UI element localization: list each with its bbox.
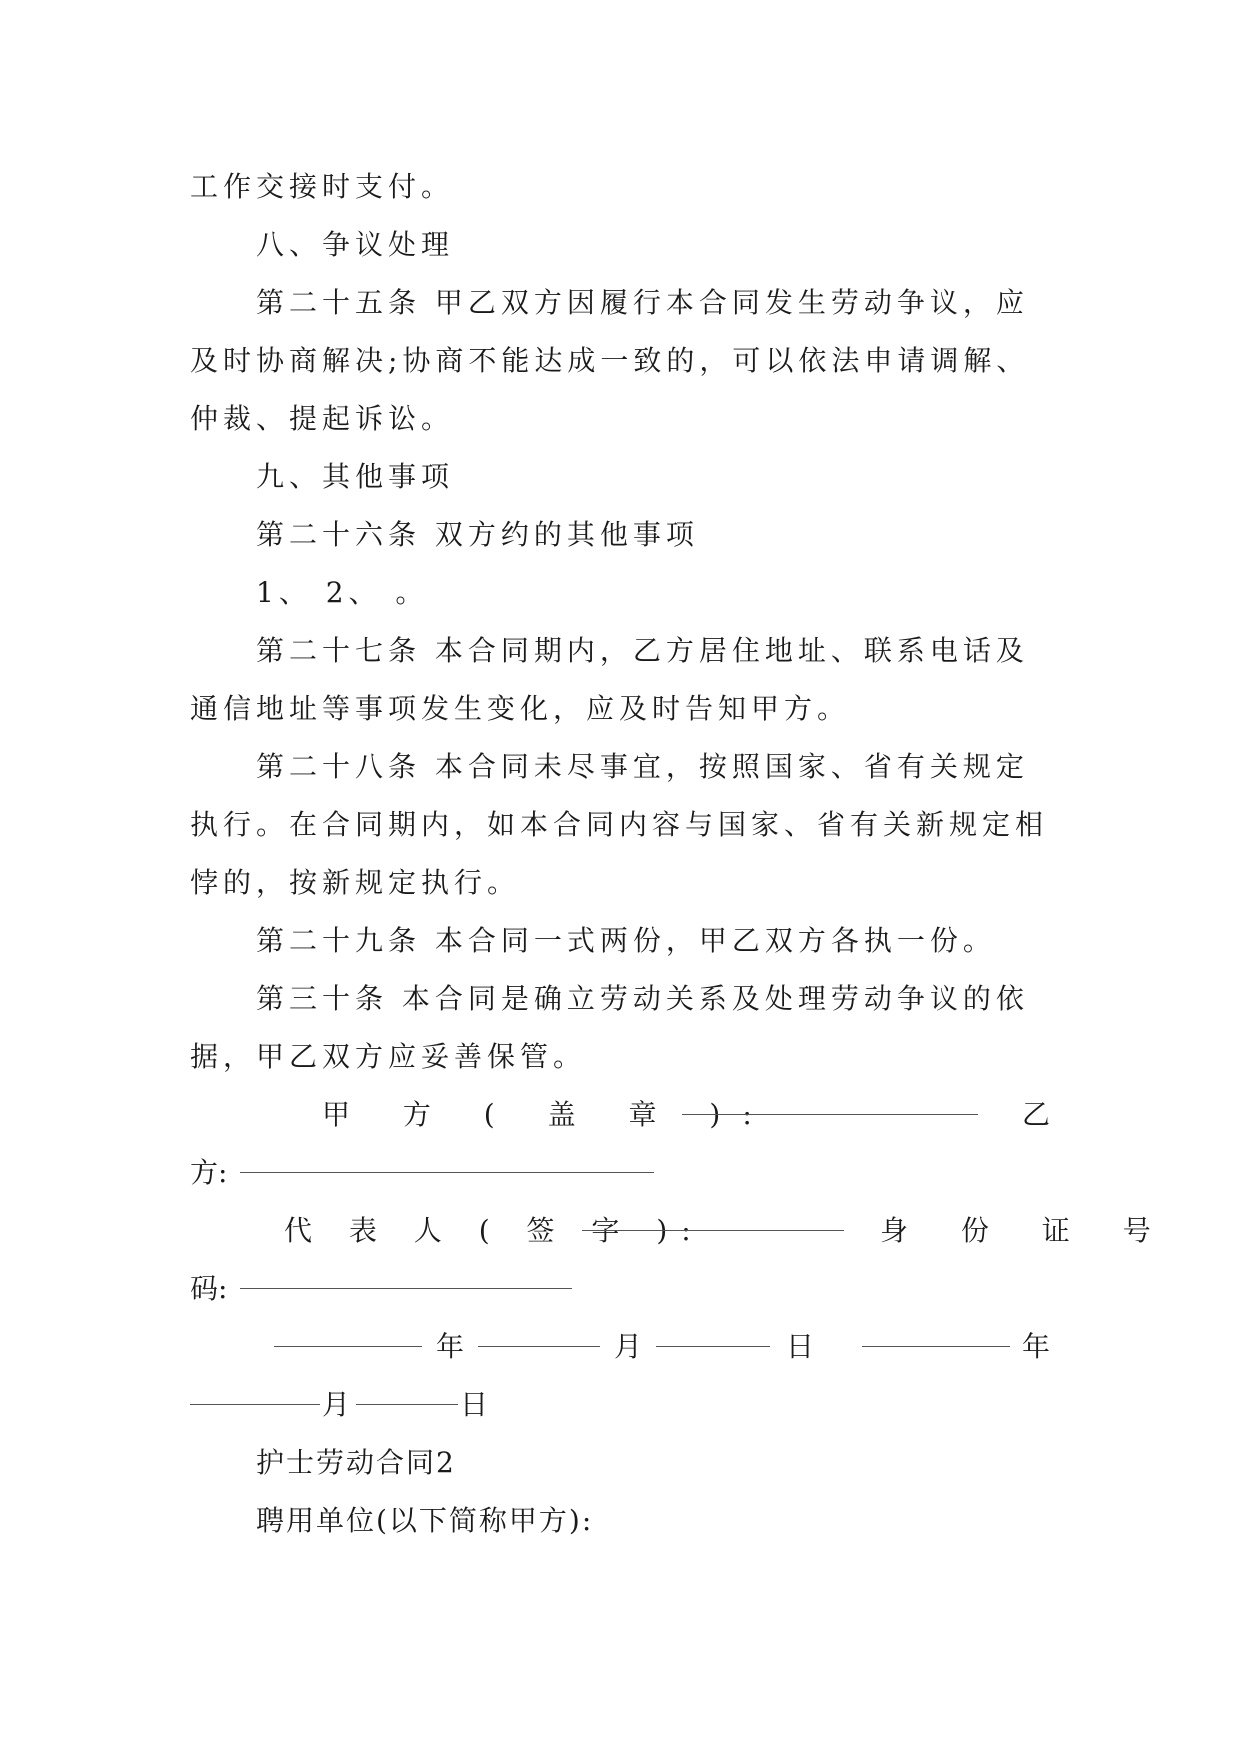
article-28-line-1: 第二十八条 本合同未尽事宜，按照国家、省有关规定 bbox=[256, 750, 1029, 783]
party-b-label-suffix: 方: bbox=[190, 1156, 228, 1189]
article-27-line-1: 第二十七条 本合同期内，乙方居住地址、联系电话及 bbox=[256, 634, 1029, 667]
year-b-blank[interactable] bbox=[862, 1326, 1010, 1347]
month-a-label: 月 bbox=[614, 1330, 643, 1363]
month-a-blank[interactable] bbox=[478, 1326, 600, 1347]
article-27-line-2: 通信地址等事项发生变化，应及时告知甲方。 bbox=[190, 692, 851, 725]
id-number-label-suffix: 码: bbox=[190, 1272, 228, 1305]
day-a-blank[interactable] bbox=[656, 1326, 770, 1347]
party-a-seal-row bbox=[190, 1086, 1052, 1144]
party-b-blank[interactable] bbox=[240, 1152, 654, 1173]
article-30-line-1: 第三十条 本合同是确立劳动关系及处理劳动争议的依 bbox=[256, 982, 1029, 1015]
article-30-line-2: 据，甲乙双方应妥善保管。 bbox=[190, 1040, 587, 1073]
representative-row bbox=[190, 1202, 1173, 1260]
party-a-seal-blank[interactable] bbox=[682, 1094, 978, 1115]
date-row-1 bbox=[190, 1318, 1052, 1376]
article-25-line-2: 及时协商解决;协商不能达成一致的，可以依法申请调解、 bbox=[190, 344, 1030, 377]
day-b-label: 日 bbox=[460, 1388, 489, 1421]
month-b-label: 月 bbox=[322, 1388, 351, 1421]
day-a-label: 日 bbox=[786, 1330, 815, 1363]
representative-label: 代 表 人 ( 签 字 ): bbox=[284, 1214, 705, 1247]
article-26-items: 1、 2、 。 bbox=[256, 576, 429, 609]
paragraph-line: 工作交接时支付。 bbox=[190, 170, 455, 203]
year-b-label: 年 bbox=[1022, 1330, 1051, 1363]
party-b-label-prefix: 乙 bbox=[1022, 1098, 1051, 1131]
party-a-seal-label: 甲 方 ( 盖 章 ): bbox=[322, 1098, 774, 1131]
article-25-line-1: 第二十五条 甲乙双方因履行本合同发生劳动争议，应 bbox=[256, 286, 1029, 319]
article-28-line-3: 悖的，按新规定执行。 bbox=[190, 866, 521, 899]
article-28-line-2: 执行。在合同期内，如本合同内容与国家、省有关新规定相 bbox=[190, 808, 1049, 841]
id-number-row bbox=[190, 1260, 1052, 1318]
id-number-label-prefix: 身 份 证 号 bbox=[880, 1214, 1173, 1247]
article-26: 第二十六条 双方约的其他事项 bbox=[256, 518, 699, 551]
date-row-2 bbox=[190, 1376, 1052, 1434]
id-number-blank[interactable] bbox=[240, 1268, 572, 1289]
month-b-blank[interactable] bbox=[190, 1384, 320, 1405]
article-25-line-3: 仲裁、提起诉讼。 bbox=[190, 402, 455, 435]
section-heading-dispute: 八、争议处理 bbox=[256, 228, 455, 261]
year-a-blank[interactable] bbox=[274, 1326, 422, 1347]
representative-blank[interactable] bbox=[582, 1210, 844, 1231]
employer-line: 聘用单位(以下简称甲方): bbox=[256, 1504, 594, 1537]
party-b-row bbox=[190, 1144, 1052, 1202]
next-contract-title: 护士劳动合同2 bbox=[256, 1446, 456, 1479]
year-a-label: 年 bbox=[436, 1330, 465, 1363]
document-page bbox=[190, 158, 1173, 1550]
article-29: 第二十九条 本合同一式两份，甲乙双方各执一份。 bbox=[256, 924, 996, 957]
section-heading-other: 九、其他事项 bbox=[256, 460, 455, 493]
day-b-blank[interactable] bbox=[356, 1384, 458, 1405]
